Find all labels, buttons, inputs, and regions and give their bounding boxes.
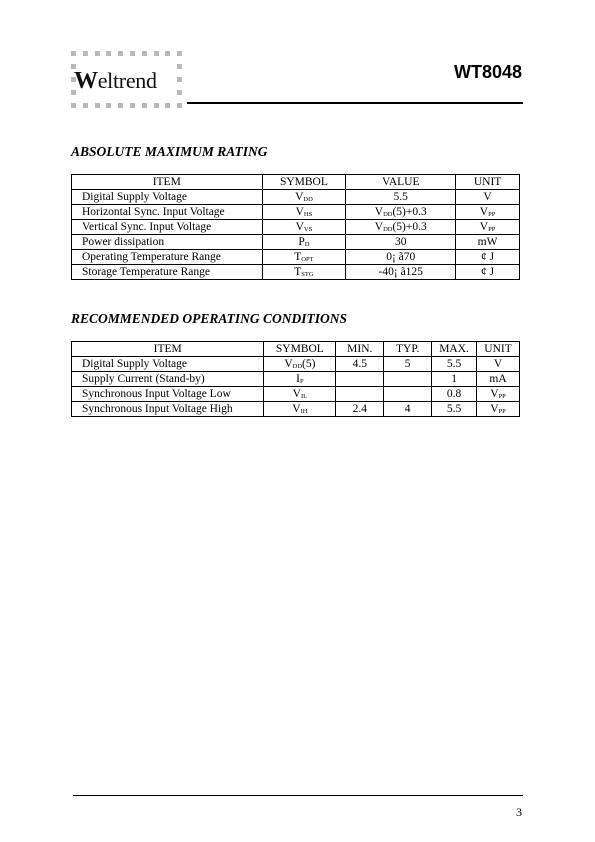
min-cell: 4.5 (336, 357, 384, 372)
column-header: UNIT (456, 175, 520, 190)
symbol-main: V (374, 206, 384, 218)
symbol-cell (264, 402, 336, 417)
item-cell: Supply Current (Stand-by) (72, 372, 264, 387)
item-cell: Storage Temperature Range (72, 265, 263, 280)
item-cell: Digital Supply Voltage (72, 190, 263, 205)
symbol-main: V (490, 388, 499, 400)
logo-dot (118, 51, 123, 56)
logo-dot (118, 103, 123, 108)
typ-cell: 4 (384, 402, 432, 417)
table-row (72, 235, 520, 250)
value-cell (346, 190, 456, 205)
column-header: MIN. (336, 342, 384, 357)
symbol-subscript: STG (301, 271, 314, 278)
page-number: 3 (516, 805, 522, 819)
unit-cell (456, 205, 520, 220)
symbol-main: mW (477, 236, 498, 248)
footer-rule (73, 795, 523, 796)
symbol-subscript: OPT (301, 256, 314, 263)
symbol-suffix: (5)+0.3 (392, 206, 427, 218)
table-row (72, 220, 520, 235)
value-cell (346, 235, 456, 250)
value-cell (346, 250, 456, 265)
logo-dot (142, 103, 147, 108)
logo-wordmark: eltrend (97, 68, 157, 93)
max-cell: 5.5 (432, 357, 477, 372)
max-cell: 5.5 (432, 402, 477, 417)
symbol-cell (262, 235, 346, 250)
symbol-main: P (298, 236, 305, 248)
symbol-subscript: DD (292, 363, 303, 370)
logo-dot (106, 51, 111, 56)
logo-dot (83, 103, 88, 108)
column-header: TYP. (384, 342, 432, 357)
symbol-subscript: P (299, 378, 304, 385)
logo-dot (83, 51, 88, 56)
unit-cell (456, 250, 520, 265)
symbol-cell (262, 250, 346, 265)
symbol-main: V (295, 221, 304, 233)
column-header: SYMBOL (264, 342, 336, 357)
table-row (72, 372, 520, 387)
symbol-cell (262, 220, 346, 235)
table-row (72, 190, 520, 205)
max-cell: 1 (432, 372, 477, 387)
symbol-main: -40¡ ã125 (378, 266, 423, 278)
column-header: SYMBOL (262, 175, 346, 190)
unit-cell (456, 265, 520, 280)
symbol-subscript: VS (303, 226, 313, 233)
symbol-main: V (292, 388, 301, 400)
column-header: ITEM (72, 342, 264, 357)
logo-dot (154, 51, 159, 56)
unit-cell (456, 190, 520, 205)
symbol-subscript: D (304, 241, 310, 248)
symbol-main: V (490, 403, 499, 415)
unit-cell (456, 220, 520, 235)
logo-dot (106, 103, 111, 108)
logo-dot (177, 77, 182, 82)
table-row (72, 205, 520, 220)
logo-dot (95, 103, 100, 108)
unit-cell (477, 372, 520, 387)
min-cell (336, 372, 384, 387)
item-cell: Synchronous Input Voltage Low (72, 387, 264, 402)
logo-dot (130, 103, 135, 108)
rec-op-header-row (72, 342, 520, 357)
symbol-main: V (374, 221, 384, 233)
min-cell: 2.4 (336, 402, 384, 417)
symbol-main: I (296, 373, 300, 385)
max-cell: 0.8 (432, 387, 477, 402)
column-header: MAX. (432, 342, 477, 357)
logo-dot (165, 103, 170, 108)
logo-dot (130, 51, 135, 56)
table-row (72, 387, 520, 402)
symbol-cell (264, 372, 336, 387)
symbol-subscript: PP (498, 408, 506, 415)
min-cell (336, 387, 384, 402)
company-logo (74, 66, 157, 96)
symbol-subscript: PP (488, 226, 496, 233)
item-cell: Vertical Sync. Input Voltage (72, 220, 263, 235)
typ-cell: 5 (384, 357, 432, 372)
symbol-cell (264, 387, 336, 402)
symbol-subscript: DD (383, 211, 393, 218)
logo-dot (95, 51, 100, 56)
table-row (72, 402, 520, 417)
symbol-subscript: IL (300, 393, 308, 400)
symbol-subscript: DD (303, 196, 313, 203)
abs-max-header-row (72, 175, 520, 190)
symbol-cell (264, 357, 336, 372)
symbol-subscript: DD (383, 226, 393, 233)
item-cell: Operating Temperature Range (72, 250, 263, 265)
header-rule (187, 102, 523, 104)
value-cell (346, 220, 456, 235)
symbol-main: mA (489, 373, 507, 385)
logo-dot (177, 51, 182, 56)
symbol-main: V (479, 206, 489, 218)
item-cell: Power dissipation (72, 235, 263, 250)
symbol-cell (262, 190, 346, 205)
symbol-subscript: HS (303, 211, 313, 218)
symbol-subscript: PP (498, 393, 506, 400)
symbol-cell (262, 265, 346, 280)
logo-initial: W (74, 68, 98, 94)
item-cell: Horizontal Sync. Input Voltage (72, 205, 263, 220)
symbol-main: V (483, 191, 492, 203)
logo-dot (165, 51, 170, 56)
typ-cell (384, 387, 432, 402)
column-header: VALUE (346, 175, 456, 190)
unit-cell (456, 235, 520, 250)
rec-op-title: RECOMMENDED OPERATING CONDITIONS (71, 311, 348, 326)
model-number: WT8048 (453, 62, 522, 82)
unit-cell (477, 357, 520, 372)
symbol-main: V (479, 221, 489, 233)
item-cell: Digital Supply Voltage (72, 357, 264, 372)
symbol-main: V (493, 358, 503, 370)
unit-cell (477, 387, 520, 402)
symbol-main: V (292, 403, 301, 415)
symbol-main: T (294, 266, 302, 278)
symbol-main: V (295, 206, 304, 218)
column-header: ITEM (72, 175, 263, 190)
table-row (72, 357, 520, 372)
symbol-main: ¢ J (481, 251, 495, 263)
table-row (72, 250, 520, 265)
logo-dot (71, 51, 76, 56)
symbol-main: 5.5 (393, 191, 408, 203)
item-cell: Synchronous Input Voltage High (72, 402, 264, 417)
symbol-subscript: IH (300, 408, 308, 415)
column-header: UNIT (477, 342, 520, 357)
symbol-main: 30 (394, 236, 407, 248)
symbol-cell (262, 205, 346, 220)
symbol-main: 0¡ ã70 (386, 251, 416, 263)
symbol-suffix: (5)+0.3 (392, 221, 427, 233)
symbol-main: V (284, 358, 293, 370)
symbol-main: ¢ J (481, 266, 495, 278)
typ-cell (384, 372, 432, 387)
abs-max-title: ABSOLUTE MAXIMUM RATING (71, 144, 268, 159)
table-row (72, 265, 520, 280)
symbol-subscript: PP (488, 211, 496, 218)
symbol-suffix: (5) (302, 358, 316, 370)
logo-dot (177, 90, 182, 95)
logo-dot (142, 51, 147, 56)
value-cell (346, 265, 456, 280)
symbol-main: T (294, 251, 302, 263)
symbol-main: V (295, 191, 304, 203)
logo-dot (177, 103, 182, 108)
rec-op-table (71, 341, 520, 417)
unit-cell (477, 402, 520, 417)
logo-dot (71, 103, 76, 108)
logo-dot (154, 103, 159, 108)
abs-max-table (71, 174, 520, 280)
value-cell (346, 205, 456, 220)
logo-dot (177, 64, 182, 69)
